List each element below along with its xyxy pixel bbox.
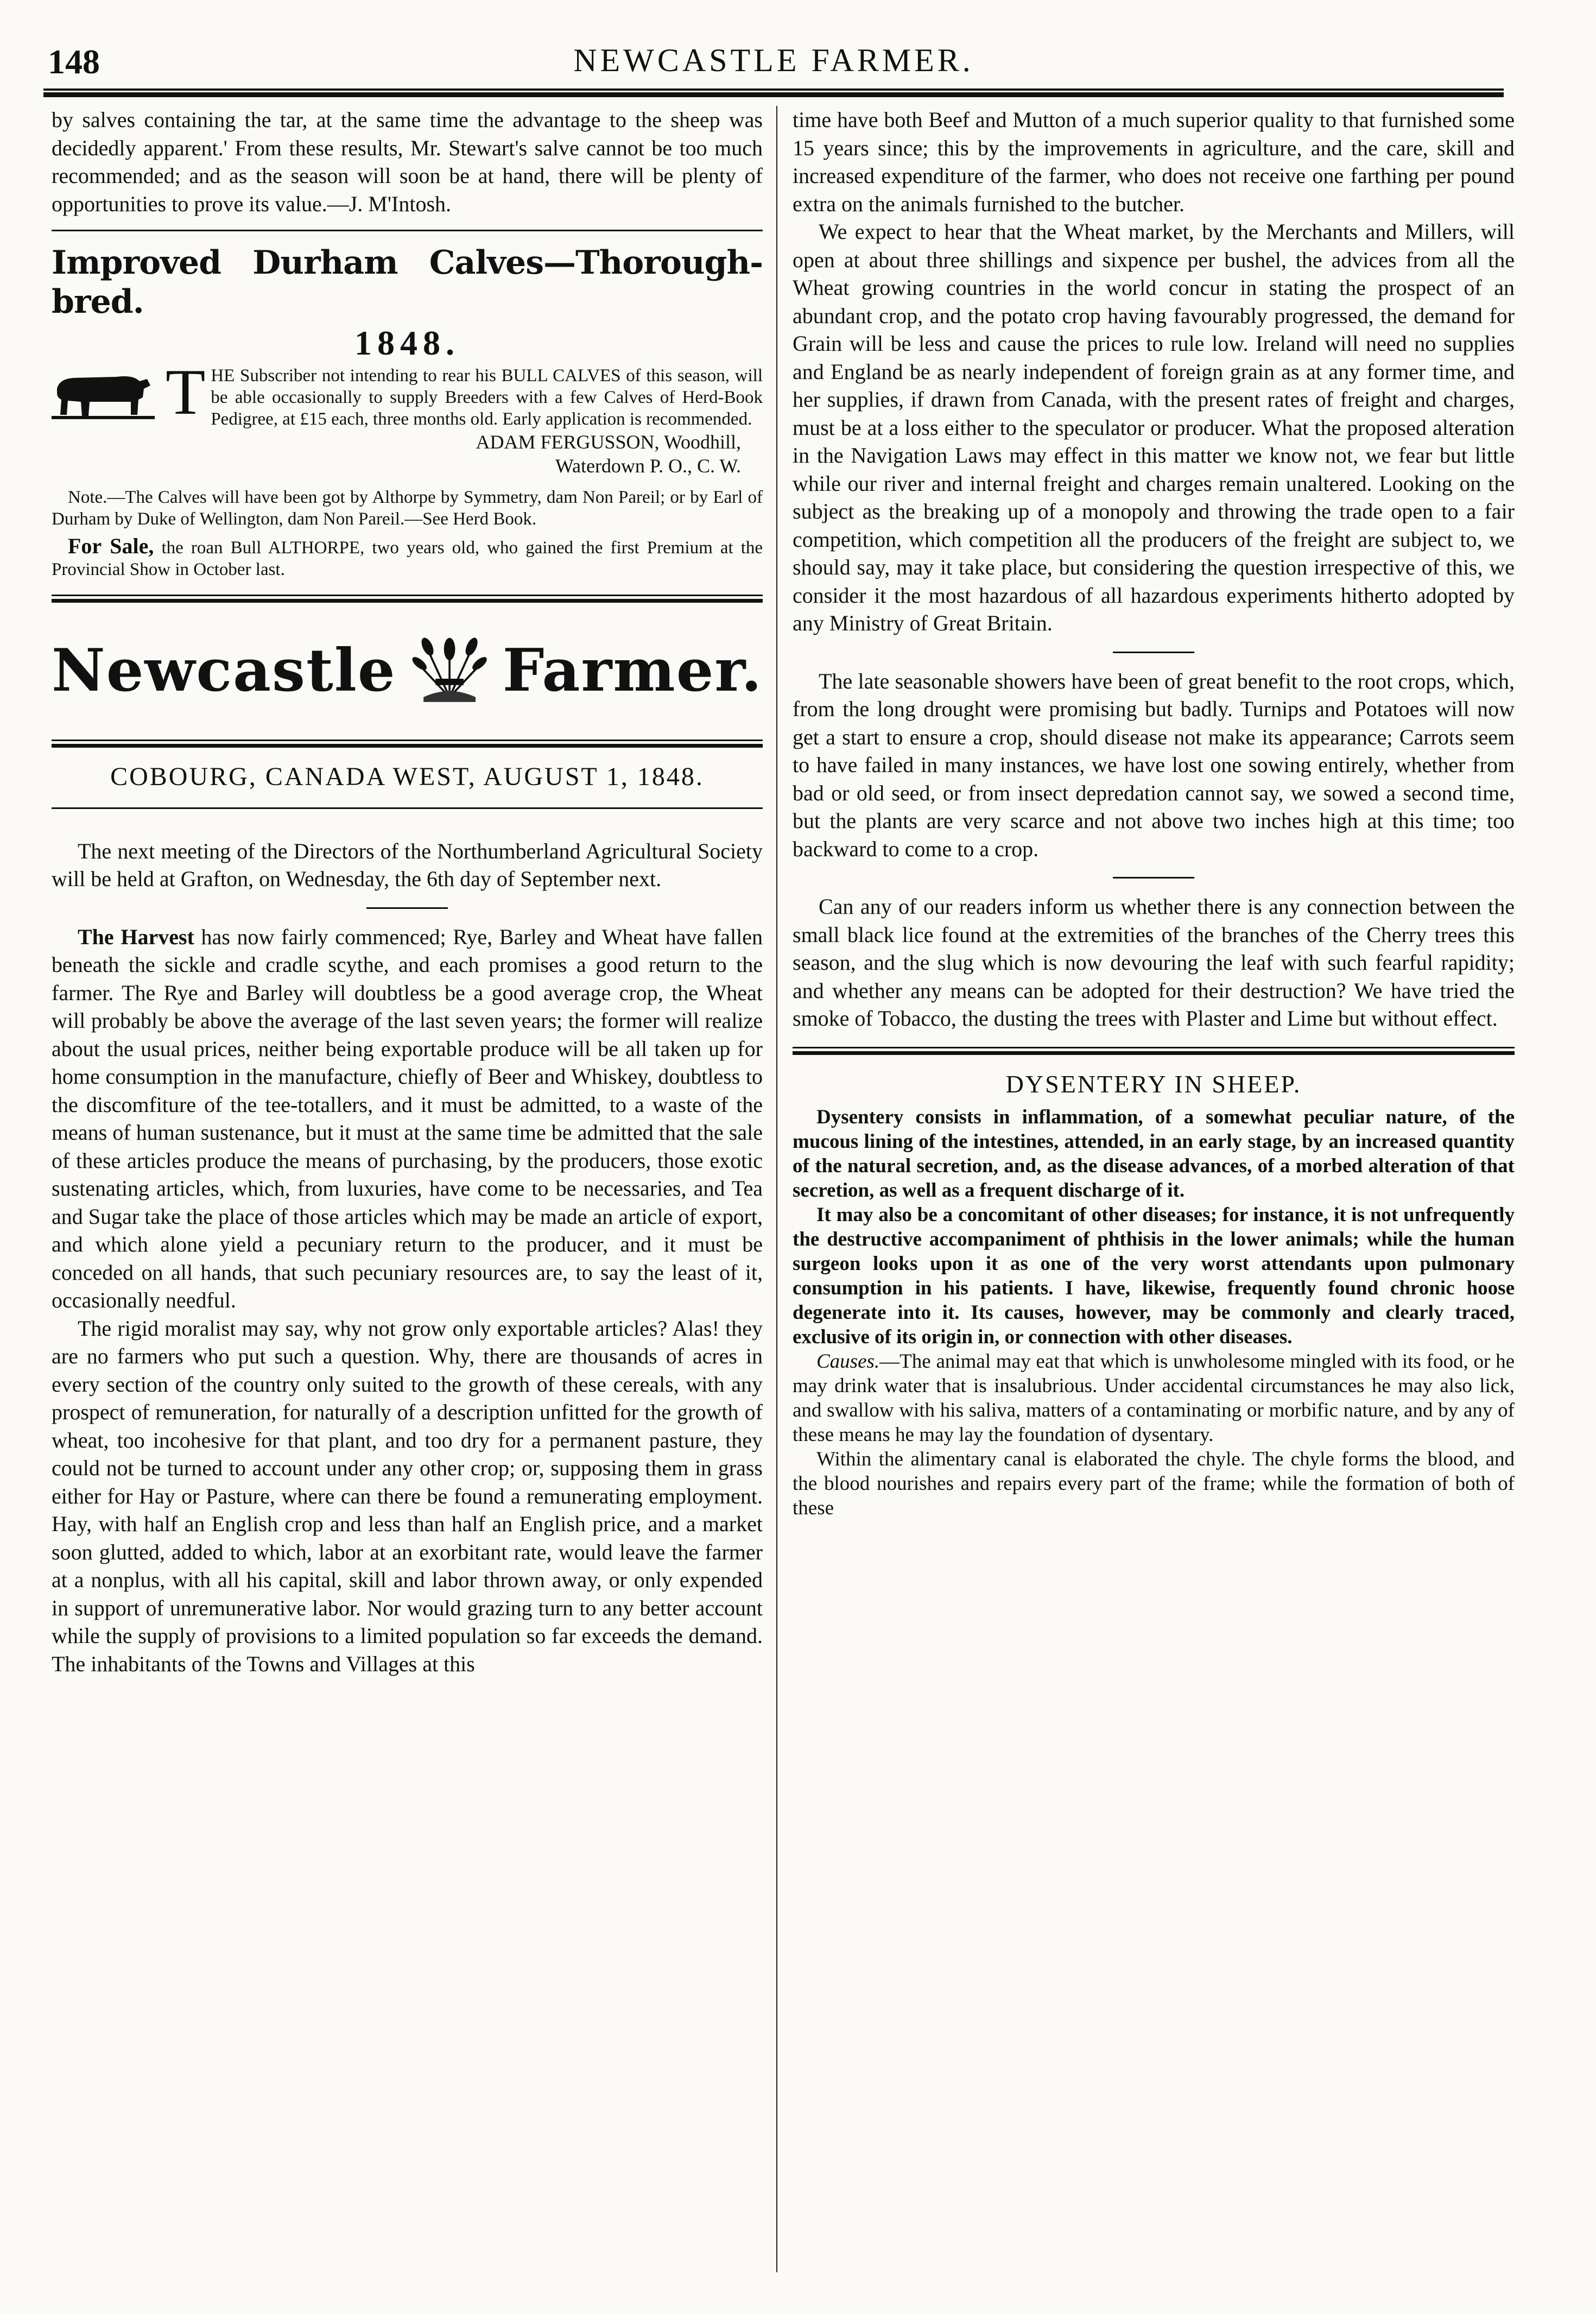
causes-text: —The animal may eat that which is unwholesome mingled with its food, or he may drink water that is insalubrious. Under accidental circumstances he may also lick, and swallow with his saliva, matters of a contaminating or morbific nature, and by any of these means he may lay the foundation of dysentary. — [793, 1350, 1515, 1446]
ad-title: Improved Durham Calves—Thorough-bred. — [52, 244, 763, 321]
masthead-left-word: Newcastle — [52, 636, 396, 705]
right-column — [793, 106, 1515, 2272]
dateline: COBOURG, CANADA WEST, AUGUST 1, 1848. — [110, 762, 704, 791]
causes-label: Causes. — [816, 1350, 880, 1373]
dysentery-title: DYSENTERY IN SHEEP. — [1005, 1070, 1302, 1098]
ad-text: HE Subscriber not intending to rear his BULL CALVES of this season, will be able occasionally to supply Breeders with a few Calves of Herd-Book Pedigree, at £15 each, three months old. Early application is recommended. — [211, 366, 763, 429]
double-rule — [52, 595, 763, 603]
for-sale-notice — [52, 535, 763, 580]
masthead-right-word: Farmer. — [502, 636, 763, 705]
wheat-sheaf-emblem-icon — [411, 625, 487, 717]
dysentery-p3 — [793, 1349, 1515, 1447]
header-rule — [43, 89, 1504, 97]
rule — [52, 807, 763, 809]
rule — [52, 230, 763, 231]
double-rule — [52, 740, 763, 748]
ad-signature — [52, 430, 763, 478]
durham-calves-ad — [52, 243, 763, 580]
left-column — [52, 106, 763, 2272]
for-sale-lead: For Sale, — [68, 534, 154, 558]
harvest-text: has now fairly commenced; Rye, Barley and Wheat have fallen beneath the sickle and cradle scythe, and each promises a good return to the farmer. The Rye and Barley will doubtless be a good average crop, the Wheat will probably be above the average of the last seven years; the former will realize about the usual prices, neither being exportable produce will be all taken up for home consumption in the manufacture, chiefly of Beer and Whiskey, doubtless to the discomfiture of the tee-totallers, and it must be admitted, to a waste of the means of human sustenance, but it must at the same time be admitted that the sale of these articles produce the means of purchasing, by the producers, those exotic sustenating articles, which, from luxuries, have come to be necessaries, and Tea and Sugar take the place of those articles which may be made an article of export, and which alone yield a pecuniary return to the producer, and it must be conceded on all hands, that such pecuniary resources are, to say the least of it, occasionally needful. — [52, 924, 763, 1312]
dysentery-p4: Within the alimentary canal is elaborated the chyle. The chyle forms the blood, and the blood nourishes and repairs every part of the frame; while the formation of both of these — [793, 1448, 1515, 1519]
ad-body — [52, 356, 763, 430]
dysentery-article — [793, 1105, 1515, 1520]
meeting-notice: The next meeting of the Directors of the Northumberland Agricultural Society will be held at Grafton, on Wednesday, the 6th day of September next. — [52, 838, 763, 891]
running-head: NEWCASTLE FARMER. — [573, 42, 974, 78]
showers-paragraph: The late seasonable showers have been of great benefit to the root crops, which, from the long drought were promising but badly. Turnips and Potatoes will now get a start to ensure a crop, should disease not make its appearance; Carrots seem to have failed in many instances, we have lost one sowing entirely, whether from bad or old seed, or from insect depredation cannot say, we sowed a second time, but the plants are very scarce and not above two inches high at this time; too backward to come to a crop. — [793, 668, 1515, 861]
double-rule — [793, 1047, 1515, 1055]
signature-name: ADAM FERGUSSON, Woodhill, — [476, 431, 741, 453]
signature-place: Waterdown P. O., C. W. — [555, 455, 741, 477]
page-header — [43, 30, 1504, 95]
harvest-paragraph — [52, 923, 763, 1315]
harvest-lead: The Harvest — [78, 924, 194, 949]
short-rule — [1113, 877, 1194, 879]
bull-icon — [52, 367, 155, 421]
cherry-lice-paragraph: Can any of our readers inform us whether there is any connection between the small black lice found at the extremities of the branches of the Cherry trees this season, and the slug which is now devouring the leaf with such fearful rapidity; and whether any means can be adopted for their destruction? We have tried the smoke of Tobacco, the dusting the trees with Plaster and Lime but without effect. — [793, 894, 1515, 1031]
masthead — [52, 617, 763, 725]
short-rule — [1113, 652, 1194, 653]
for-sale-text: the roan Bull ALTHORPE, two years old, who gained the first Premium at the Provincial Show in October last. — [52, 538, 763, 579]
short-rule — [366, 907, 448, 909]
moralist-paragraph: The rigid moralist may say, why not grow only exportable articles? Alas! they are no farmers who put such a question. Why, there are thousands of acres in every section of the country only suited to the growth of these cereals, with any prospect of remuneration, for naturally of a description unfitted for the growth of wheat, too incohesive for that plant, and too dry for a permanent pasture, they could not be turned to account under any other crop; or, supposing them in grass either for Hay or Pasture, where can there be found a remunerating employment. Hay, with half an English crop and less than half an English price, and a market soon glutted, added to which, labor at an exorbitant rate, would leave the farmer at a nonplus, with all his capital, skill and labor thrown away, or only expended in support of unremunerative labor. Nor would grazing turn to any better account while the supply of provisions to a limited population so far exceeds the demand. The inhabitants of the Towns and Villages at this — [52, 1316, 763, 1676]
ad-year: 1848. — [354, 324, 460, 362]
dysentery-p2: It may also be a concomitant of other diseases; for instance, it is not unfrequently the destructive accompaniment of phthisis in the lower animals; while the human surgeon looks upon it as one of the very worst attendants upon pulmonary consumption in his patients. I have, likewise, frequently found chronic hoose degenerate into it. Its causes, however, may be commonly and clearly traced, exclusive of its origin in, or connection with other diseases. — [793, 1203, 1515, 1348]
dropcap: T — [166, 356, 206, 428]
dysentery-p1: Dysentery consists in inflammation, of a somewhat peculiar nature, of the mucous lining of the intestines, attended, in an early stage, by an increased quantity of the natural secretion, and, as the disease advances, of a morbed alteration of that secretion, as well as a frequent discharge of it. — [793, 1105, 1515, 1202]
ad-note: Note.—The Calves will have been got by Althorpe by Symmetry, dam Non Pareil; or by Earl of Durham by Duke of Wellington, dam Non Pareil.—See Herd Book. — [52, 488, 763, 529]
page-number: 148 — [48, 42, 100, 81]
salve-article-end: by salves containing the tar, at the same time the advantage to the sheep was decidedly apparent.' From these results, Mr. Stewart's salve cannot be too much recommended; and as the season will soon be at hand, there will be plenty of opportunities to prove its value.—J. M'Intosh. — [52, 108, 763, 216]
wheat-market-paragraph: We expect to hear that the Wheat market, by the Merchants and Millers, will open at about three shillings and sixpence per bushel, the advices from all the Wheat growing countries in the world concur in stating the prospect of an abundant crop, and the potato crop having favourably progressed, the demand for Grain will be less and cause the prices to rule low. Ireland will need no supplies and England be as nearly independent of foreign grain as at any former time, and her supplies, if drawn from Canada, with the present rates of freight and charges, must be at a loss either to the speculator or producer. What the proposed alteration in the Navigation Laws may effect in this matter we know not, we fear but little while our river and internal freight and charges remain unaltered. Looking on the subject as the breaking up of a monopoly and throwing the trade open to a fair competition, which competition all the producers of the freight are subject to, we should say, may it take place, but considering the question irrespective of this, we consider it the most hazardous of all hazardous experiments hitherto adopted by any Ministry of Great Britain. — [793, 219, 1515, 635]
continuation-paragraph: time have both Beef and Mutton of a much superior quality to that furnished some 15 years since; this by the improvements in agriculture, and the care, skill and increased expenditure of the farmer, who does not receive one farthing per pound extra on the animals furnished to the butcher. — [793, 108, 1515, 216]
column-divider — [776, 106, 777, 2272]
